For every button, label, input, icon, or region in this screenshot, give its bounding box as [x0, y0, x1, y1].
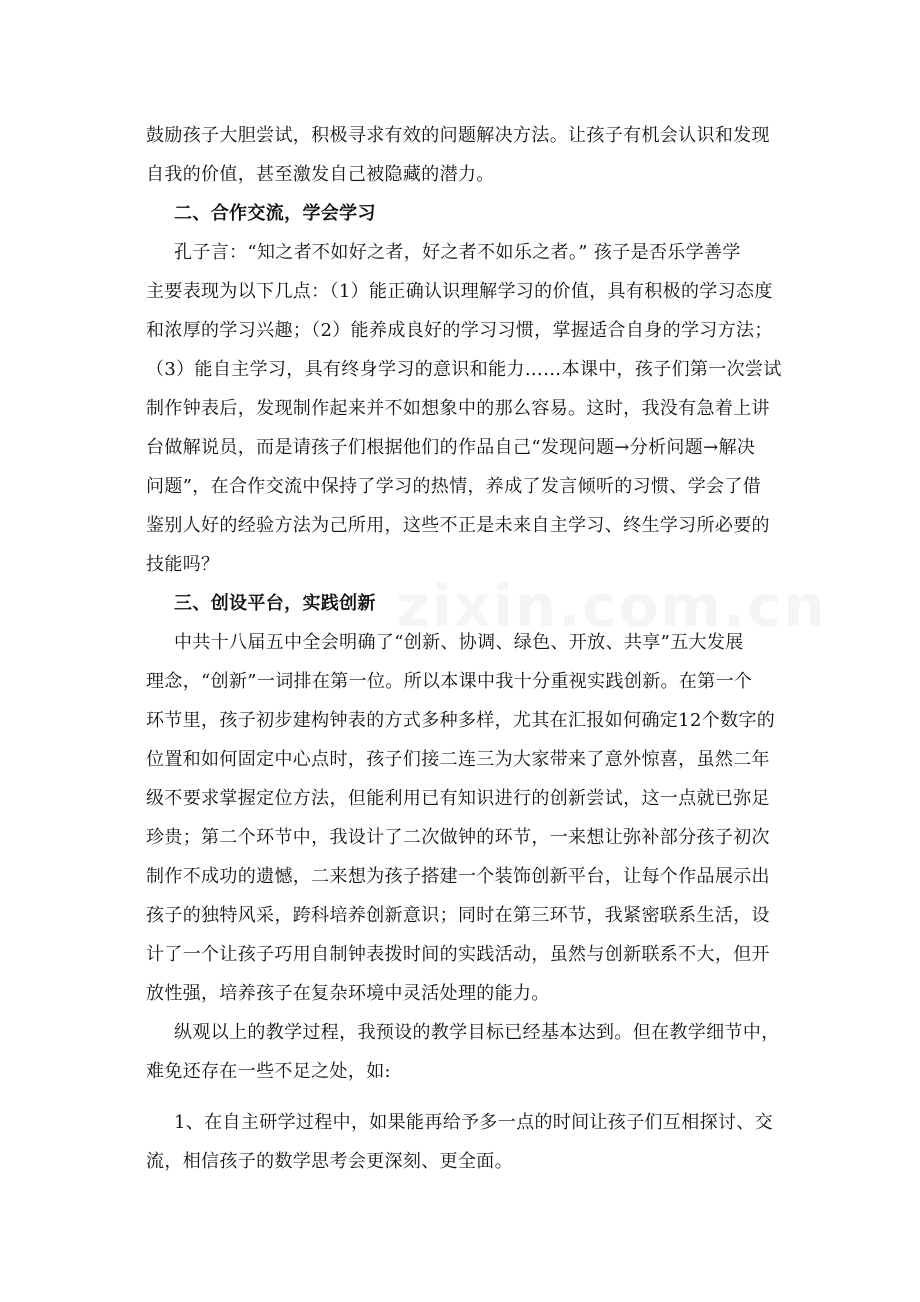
text-line: 难免还存在一些不足之处，如:	[146, 1061, 391, 1082]
watermark: zixin.com.cn	[396, 572, 827, 640]
text-line: 孩子的独特风采，跨科培养创新意识；同时在第三环节，我紧密联系生活，设	[146, 905, 770, 926]
text-line: 台做解说员，而是请孩子们根据他们的作品自己“发现问题→分析问题→解决	[146, 437, 756, 458]
text-line: 理念，“创新”一词排在第一位。所以本课中我十分重视实践创新。在第一个	[146, 671, 753, 692]
document-body	[146, 116, 782, 1181]
text-line: 纵观以上的教学过程，我预设的教学目标已经基本达到。但在教学细节中，	[174, 1022, 780, 1043]
text-line: 流，相信孩子的数学思考会更深刻、更全面。	[146, 1151, 513, 1172]
text-line: 自我的价值，甚至激发自己被隐藏的潜力。	[146, 164, 495, 185]
text-line: 中共十八届五中全会明确了“创新、协调、绿色、开放、共享”五大发展	[174, 632, 744, 653]
text-line: 鉴别人好的经验方法为己所用，这些不正是未来自主学习、终生学习所必要的	[146, 515, 770, 536]
text-line: 鼓励孩子大胆尝试，积极寻求有效的问题解决方法。让孩子有机会认识和发现	[146, 125, 770, 146]
text-line: 珍贵；第二个环节中，我设计了二次做钟的环节，一来想让弥补部分孩子初次	[146, 827, 770, 848]
text-line: 环节里，孩子初步建构钟表的方式多种多样，尤其在汇报如何确定12个数字的	[146, 710, 776, 731]
text-line: 级不要求掌握定位方法，但能利用已有知识进行的创新尝试，这一点就已弥足	[146, 788, 770, 809]
text-line: 计了一个让孩子巧用自制钟表拨时间的实践活动，虽然与创新联系不大，但开	[146, 944, 770, 965]
text-line: 制作不成功的遗憾，二来想为孩子搭建一个装饰创新平台，让每个作品展示出	[146, 866, 770, 887]
text-line: 1、在自主研学过程中，如果能再给予多一点的时间让孩子们互相探讨、交	[174, 1112, 773, 1133]
text-line: 制作钟表后，发现制作起来并不如想象中的那么容易。这时，我没有急着上讲	[146, 398, 770, 419]
section-heading: 三、创设平台，实践创新	[174, 593, 376, 614]
paragraph-gap	[146, 1091, 782, 1103]
text-line: 位置和如何固定中心点时，孩子们接二连三为大家带来了意外惊喜，虽然二年	[146, 749, 770, 770]
text-line: 技能吗？	[146, 554, 220, 575]
text-line: 放性强，培养孩子在复杂环境中灵活处理的能力。	[146, 983, 550, 1004]
text-line: 和浓厚的学习兴趣；（2）能养成良好的学习习惯，掌握适合自身的学习方法；	[146, 320, 773, 341]
text-line: （3）能自主学习，具有终身学习的意识和能力……本课中，孩子们第一次尝试	[146, 359, 782, 380]
text-line: 问题”，在合作交流中保持了学习的热情，养成了发言倾听的习惯、学会了借	[146, 476, 762, 497]
text-line: 主要表现为以下几点：（1）能正确认识理解学习的价值，具有积极的学习态度	[146, 281, 773, 302]
text-line: 孔子言：“知之者不如好之者，好之者不如乐之者。” 孩子是否乐学善学	[174, 242, 741, 263]
section-heading: 二、合作交流，学会学习	[174, 203, 376, 224]
